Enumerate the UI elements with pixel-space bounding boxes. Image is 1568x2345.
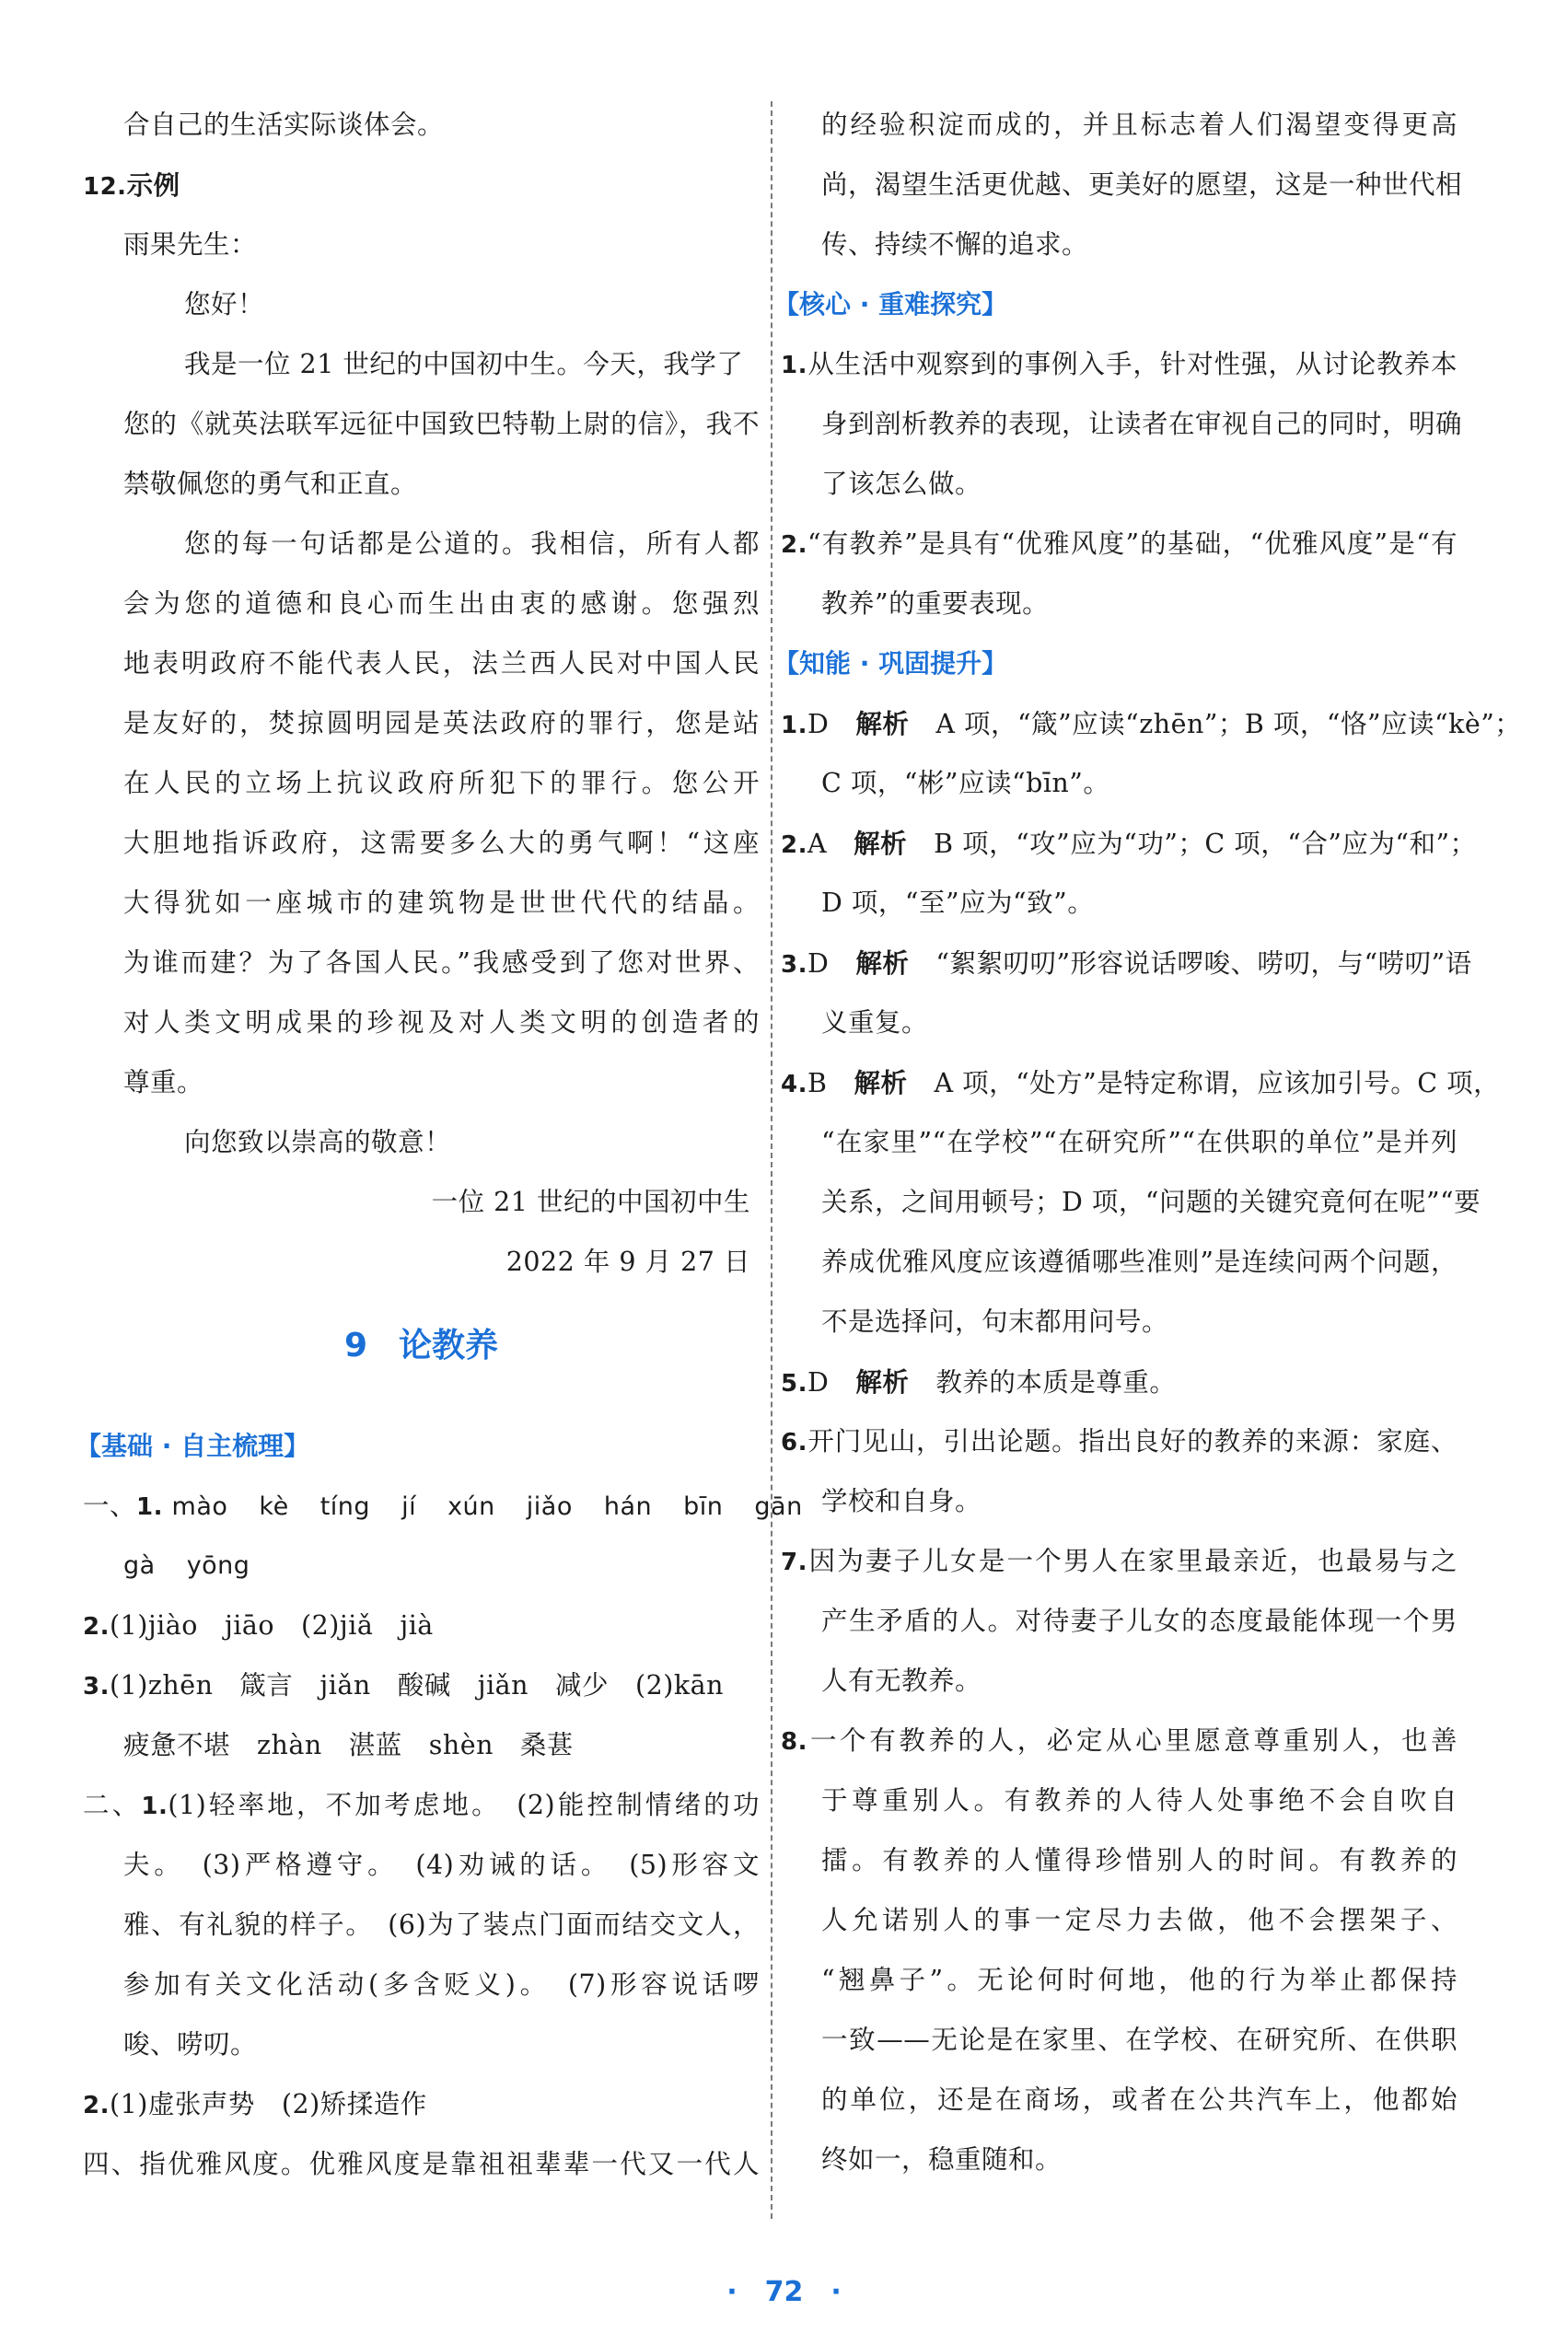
answer-number: 7. xyxy=(781,1549,807,1576)
lesson-name: 论教养 xyxy=(399,1327,499,1364)
analysis-label: 解析 xyxy=(854,828,908,859)
answer-text: B 项，“攻”应为“功”；C 项，“合”应为“和”； xyxy=(934,829,1477,859)
letter-closing: 向您致以崇高的敬意！ xyxy=(184,1127,452,1157)
answer-number: 1. xyxy=(136,1493,163,1521)
text-line: D 项，“至”应为“致”。 xyxy=(821,888,1095,918)
question-12 xyxy=(83,168,760,203)
answer-text: (1)轻率地，不加考虑地。 (2)能控制情绪的功 xyxy=(168,1790,760,1820)
text-line: 您的每一句话都是公道的。我相信，所有人都 xyxy=(184,528,760,559)
text-line: 不是选择问，句末都用问号。 xyxy=(821,1306,1169,1337)
answer-text: (1)虚张声势 (2)矫揉造作 xyxy=(109,2089,427,2119)
choice-answer: B xyxy=(807,1068,828,1098)
text-line: 义重复。 xyxy=(821,1007,929,1038)
text-line: 是友好的，焚掠圆明园是英法政府的罪行，您是站 xyxy=(123,708,760,738)
text-line: 禁敬佩您的勇气和正直。 xyxy=(123,469,418,499)
answer-number: 3. xyxy=(781,951,807,979)
text-line: 关系，之间用顿号；D 项，“问题的关键究竟何在呢”“要 xyxy=(821,1187,1481,1217)
answer-2-1 xyxy=(83,1789,760,1823)
skill-answer-2 xyxy=(781,827,1477,862)
skill-answer-4 xyxy=(781,1066,1501,1101)
pinyin-row xyxy=(172,1492,803,1521)
text-line: 唆、唠叨。 xyxy=(123,2029,258,2060)
answer-text: 教养的本质是尊重。 xyxy=(935,1367,1177,1398)
pinyin: kè xyxy=(259,1492,289,1521)
pinyin: tíng xyxy=(319,1492,371,1521)
skill-answer-8 xyxy=(781,1724,1458,1759)
pinyin: jiǎo xyxy=(526,1492,573,1521)
letter-salutation: 雨果先生： xyxy=(123,229,258,260)
core-answer-2 xyxy=(781,528,1458,562)
answer-number: 8. xyxy=(781,1728,807,1756)
choice-answer: D xyxy=(807,709,830,739)
pinyin: gān xyxy=(754,1492,803,1521)
answer-number: 1. xyxy=(781,352,807,379)
pinyin: bīn xyxy=(683,1492,724,1521)
lesson-title xyxy=(83,1326,760,1366)
text-line: 雅、有礼貌的样子。 (6)为了装点门面而结交文人， xyxy=(123,1910,760,1940)
part-prefix: 一、 xyxy=(83,1491,137,1521)
text-line: 对人类文明成果的珍视及对人类文明的创造者的 xyxy=(123,1007,760,1038)
text-line: 擂。有教养的人懂得珍惜别人的时间。有教养的 xyxy=(821,1845,1458,1875)
text-line: 于尊重别人。有教养的人待人处事绝不会自吹自 xyxy=(821,1785,1458,1816)
section-heading-core: 【核心 · 重难探究】 xyxy=(773,289,1008,319)
text-line: 合自己的生活实际谈体会。 xyxy=(123,110,445,140)
pinyin: hán xyxy=(603,1492,653,1521)
section-heading-basic: 【基础 · 自主梳理】 xyxy=(75,1431,310,1461)
text-line: “在家里”“在学校”“在研究所”“在供职的单位”是并列 xyxy=(821,1127,1458,1157)
text-line: 的经验积淀而成的，并且标志着人们渴望变得更高 xyxy=(821,110,1458,140)
text-line: 四、指优雅风度。优雅风度是靠祖祖辈辈一代又一代人 xyxy=(83,2149,760,2179)
text-line: 我是一位 21 世纪的中国初中生。今天，我学了 xyxy=(184,349,744,379)
answer-1-3 xyxy=(83,1669,760,1703)
analysis-label: 解析 xyxy=(854,1067,908,1098)
text-line: 教养”的重要表现。 xyxy=(821,588,1050,619)
answer-text: 因为妻子儿女是一个男人在家里最亲近，也最易与之 xyxy=(807,1546,1458,1576)
pinyin: xún xyxy=(447,1492,495,1521)
text-line: 人允诺别人的事一定尽力去做，他不会摆架子、 xyxy=(821,1905,1458,1935)
page-number: 72 xyxy=(764,2276,804,2308)
answer-text: “絮絮叨叨”形容说话啰唆、唠叨，与“唠叨”语 xyxy=(935,948,1472,979)
text-line: 人有无教养。 xyxy=(821,1666,982,1696)
text-line: 了该怎么做。 xyxy=(821,469,982,499)
column-divider xyxy=(771,101,772,2219)
skill-answer-1 xyxy=(781,707,1522,742)
answer-text: 一个有教养的人，必定从心里愿意尊重别人，也善 xyxy=(807,1725,1458,1756)
answer-1-1 xyxy=(83,1490,803,1524)
answer-number: 2. xyxy=(781,831,807,859)
choice-answer: D xyxy=(807,948,830,979)
answer-number: 4. xyxy=(781,1071,807,1098)
text-line: “翘鼻子”。无论何时何地，他的行为举止都保持 xyxy=(821,1965,1458,1995)
pinyin: yōng xyxy=(186,1551,250,1580)
analysis-label: 解析 xyxy=(855,947,910,979)
text-line: 您的《就英法联军远征中国致巴特勒上尉的信》，我不 xyxy=(123,409,760,439)
footer-dot: · xyxy=(830,2276,842,2308)
text-line: C 项，“彬”应读“bīn”。 xyxy=(821,768,1110,798)
answer-text: A 项，“箴”应读“zhēn”；B 项，“恪”应读“kè”； xyxy=(935,709,1522,739)
answer-2-2 xyxy=(83,2088,760,2122)
skill-answer-5 xyxy=(781,1365,1458,1400)
text-line: 养成优雅风度应该遵循哪些准则”是连续问两个问题， xyxy=(821,1247,1458,1277)
core-answer-1 xyxy=(781,348,1458,382)
answer-number: 1. xyxy=(141,1793,168,1820)
skill-answer-3 xyxy=(781,946,1472,981)
letter-date: 2022 年 9 月 27 日 xyxy=(505,1247,750,1277)
text-line: 尚，渴望生活更优越、更美好的愿望，这是一种世代相 xyxy=(821,169,1463,200)
pinyin-row xyxy=(83,1550,760,1583)
answer-text: 从生活中观察到的事例入手，针对性强，从讨论教养本 xyxy=(807,349,1458,379)
analysis-label: 解析 xyxy=(855,1366,910,1398)
pinyin: jí xyxy=(401,1492,417,1521)
letter-greeting: 您好！ xyxy=(184,289,265,319)
skill-answer-6 xyxy=(781,1425,1458,1459)
text-line: 的单位，还是在商场，或者在公共汽车上，他都始 xyxy=(821,2084,1458,2115)
text-line: 大胆地指诉政府，这需要多么大的勇气啊！“这座 xyxy=(123,828,760,858)
answer-text: (1)zhēn 箴言 jiǎn 酸碱 jiǎn 减少 (2)kān xyxy=(109,1670,725,1701)
analysis-label: 解析 xyxy=(855,708,910,739)
answer-number: 5. xyxy=(781,1370,807,1398)
footer-dot: · xyxy=(726,2276,738,2308)
pinyin: gà xyxy=(123,1551,156,1580)
answer-1-2 xyxy=(83,1609,760,1643)
part-prefix: 二、 xyxy=(83,1790,142,1820)
text-line: 在人民的立场上抗议政府所犯下的罪行。您公开 xyxy=(123,768,760,798)
answer-number: 1. xyxy=(781,712,807,739)
text-line: 一致——无论是在家里、在学校、在研究所、在供职 xyxy=(821,2025,1458,2055)
answer-text: “有教养”是具有“优雅风度”的基础，“优雅风度”是“有 xyxy=(807,528,1458,559)
choice-answer: D xyxy=(807,1367,830,1398)
question-label: 示例 xyxy=(126,169,180,201)
text-line: 夫。 (3)严格遵守。 (4)劝诫的话。 (5)形容文 xyxy=(123,1850,760,1880)
answer-number: 6. xyxy=(781,1429,807,1457)
section-heading-skills: 【知能 · 巩固提升】 xyxy=(773,648,1008,679)
text-line: 疲惫不堪 zhàn 湛蓝 shèn 桑葚 xyxy=(123,1730,574,1760)
text-line: 会为您的道德和良心而生出由衷的感谢。您强烈 xyxy=(123,588,760,619)
text-line: 大得犹如一座城市的建筑物是世世代代的结晶。 xyxy=(123,888,760,918)
text-line: 产生矛盾的人。对待妻子儿女的态度最能体现一个男 xyxy=(821,1606,1458,1636)
question-number: 12. xyxy=(83,173,127,201)
answer-text: 开门见山，引出论题。指出良好的教养的来源：家庭、 xyxy=(807,1426,1458,1457)
answer-text: A 项，“处方”是特定称谓，应该加引号。C 项， xyxy=(934,1068,1501,1098)
text-line: 终如一，稳重随和。 xyxy=(821,2144,1063,2175)
text-line: 传、持续不懈的追求。 xyxy=(821,229,1089,260)
text-line: 学校和自身。 xyxy=(821,1486,982,1516)
answer-number: 2. xyxy=(83,1613,110,1641)
letter-signature: 一位 21 世纪的中国初中生 xyxy=(431,1187,750,1217)
answer-text: (1)jiào jiāo (2)jiǎ jià xyxy=(109,1610,434,1641)
choice-answer: A xyxy=(807,829,828,859)
text-line: 参加有关文化活动(多含贬义)。 (7)形容说话啰 xyxy=(123,1969,760,2000)
text-line: 地表明政府不能代表人民，法兰西人民对中国人民 xyxy=(123,648,760,679)
answer-number: 3. xyxy=(83,1673,110,1701)
skill-answer-7 xyxy=(781,1545,1458,1579)
answer-number: 2. xyxy=(781,531,807,559)
lesson-number: 9 xyxy=(343,1327,368,1364)
text-line: 尊重。 xyxy=(123,1067,204,1097)
page-footer xyxy=(0,2274,1568,2311)
text-line: 身到剖析教养的表现，让读者在审视自己的同时，明确 xyxy=(821,409,1463,439)
pinyin: mào xyxy=(171,1492,228,1521)
text-line: 为谁而建？为了各国人民。”我感受到了您对世界、 xyxy=(123,947,760,978)
answer-number: 2. xyxy=(83,2092,110,2119)
